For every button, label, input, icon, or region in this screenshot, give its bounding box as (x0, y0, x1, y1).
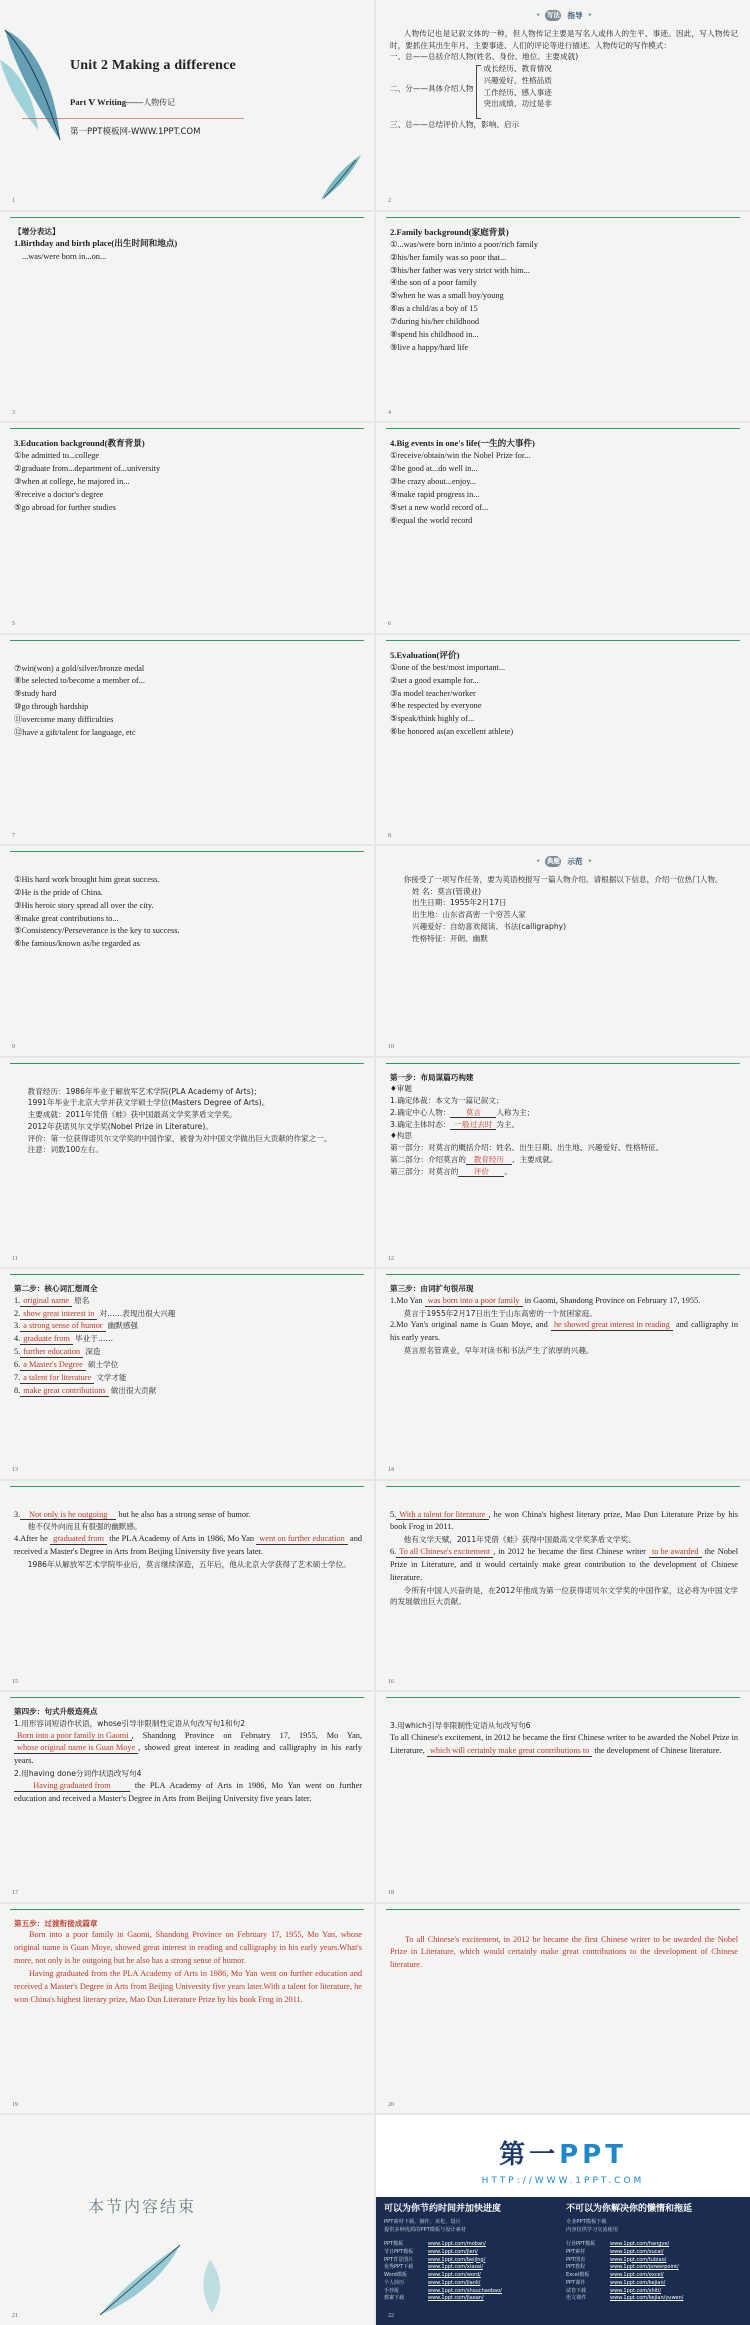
sentence: 4.After he graduated from the PLA Academy of Arts in 1986, Mo Yan went on further education and received a Master's Degree in Arts from Beijing University five years later. (14, 1534, 363, 1556)
phrase: ①receive/obtain/win the Nobel Prize for... (390, 451, 531, 461)
slide-8[interactable] (376, 635, 750, 845)
slide-9[interactable] (0, 846, 374, 1056)
sentence: 5. With a talent for literature , he won China's highest literary prize, Mao Dun Literature Prize by his book Frog in 2011. (390, 1509, 738, 1532)
section-badge: • 写法 指导 • (536, 11, 592, 20)
translation: 莫言原名管谟业，早年对读书和书法产生了浓厚的兴趣。 (403, 1346, 594, 1356)
phrase: ⑤speak/think highly of... (390, 714, 475, 724)
slide-number: 10 (388, 1044, 394, 1051)
phrase: ⑤Consistency/Perseverance is the key to success. (14, 926, 180, 936)
answer-blank[interactable]: 评价 (458, 1167, 504, 1177)
phrase: ⑤go abroad for further studies (14, 502, 116, 512)
sentence: 2.Mo Yan's original name is Guan Moye, and he showed great interest in reading and calligraphy in his early years. (390, 1320, 738, 1343)
feather-icon (316, 150, 366, 205)
phrase: ③when at college, he majored in... (14, 477, 130, 487)
link-row[interactable]: PPT背景图片 www.1ppt.com/beijing/ (384, 2256, 486, 2263)
right-heading: 不可以为你解决你的懒惰和拖延 (566, 2204, 693, 2214)
step-heading: 第二步：核心词汇想周全 (14, 1284, 98, 1293)
divider (22, 118, 244, 119)
part-title: Part Ⅴ Writing——人物传记 (70, 97, 176, 107)
slide-21[interactable] (0, 2115, 374, 2325)
phrase: ④receive a doctor's degree (14, 489, 104, 499)
vocab-item: 6. a Master's Degree 硕士学位 (14, 1360, 119, 1370)
info-line: 主要成就：2011年凭借《蛙》获中国最高文学奖茅盾文学奖。 (27, 1110, 237, 1120)
phrase: ⑧spend his childhood in... (390, 329, 479, 339)
sentence: Born into a poor family in Gaomi , Shandong Province on February 17, 1955, Mo Yan, whose original name is Guan Moye , showed great interest in reading and calligraphy in his early years. (14, 1730, 362, 1766)
slide-number: 15 (12, 1678, 18, 1685)
slide-number: 17 (12, 1890, 18, 1897)
structure-list: 二、分——具体介绍人物 成长经历、教育情况 兴趣爱好、性格品质 工作经历、感人事迹 突出成绩、功过是非 (390, 63, 738, 119)
site-credit: 第一PPT模板网-WWW.1PPT.COM (70, 127, 201, 137)
slide-22[interactable] (376, 2115, 750, 2325)
link-row[interactable]: Excel模板 www.1ppt.com/excel/ (566, 2272, 664, 2278)
feather-icon (0, 20, 70, 150)
info-band: 可以为你节约时间并加快进度 PPT素材下载、制作、美化、设计 提供多种优质的PPT模板与设计素材 不可以为你解决你的懒惰和拖延 专业PPT模板下载 内容仅供学习交流使用 PPT模板 www.1ppt.com/moban/ 节日PPT模板 www.1ppt.com/jieri/ PPT背景图片 www.1ppt.com/beijing/ 优秀PPT下载 www.1ppt.com/xiazai/ Word模板 www.1ppt.com/word/ 个人简历 www.1ppt.com/jianli/ 手抄报 www.1ppt.com/shouchaobao/ 教案下载 www.1ppt.com/jiaoan/ 行业PPT模板 www.1ppt.com/hangye/ PPT素材 www.1ppt.com/sucai/ PPT图表 www.1ppt.com/tubiao/ PPT教程 www.1ppt.com/powerpoint/ Excel模板 www.1ppt.com/excel/ PPT课件 www.1ppt.com/kejian/ 试卷下载 www.1ppt.com/shiti/ 语文课件 www.1ppt.com/kejian/yuwen/ (376, 2197, 750, 2325)
vocab-item: 8. make great contributions 做出很大贡献 (14, 1385, 157, 1395)
info-line: 评价：第一位获得诺贝尔文学奖的中国作家，被誉为对中国文学做出巨大贡献的作家之一。 (27, 1133, 332, 1143)
end-title: 本节内容结束 (88, 2197, 197, 2216)
section-tag: 【增分表达】 (14, 226, 60, 236)
slide-number: 3 (12, 409, 15, 416)
step-heading: 第一步：布局谋篇巧构建 (390, 1072, 474, 1082)
phrase: ④the son of a poor family (390, 278, 477, 288)
link-list-left (384, 2241, 556, 2303)
essay-paragraph: Born into a poor family in Gaomi, Shandong Province on February 17, 1955, Mo Yan, whose original name is Guan Moye, showed great interest in reading and calligraphy in his early years.What's more, not only is he outgoing but he also has a strong sense of humor. (14, 1930, 362, 1965)
slide-number: 22 (388, 2313, 394, 2320)
slide-number: 16 (388, 1678, 394, 1685)
slide-12[interactable]: 第一步：布局谋篇巧构建 ♦审题 1.确定体裁：本文为一篇记叙文； 2.确定中心人物： 莫言 人称为主； 3.确定主体时态： 一般过去时 为主。 ♦构思 第一部分：对莫言的概括介绍：姓名、出生日期、出生地、兴趣爱好、性格特征。 第二部分：介绍莫言的 教育经历 、主要成就。 第三部分：对莫言的 评价 。 12 (376, 1058, 750, 1268)
slide-number: 13 (12, 1467, 18, 1474)
vocab-item: 4. graduate from 毕业于…… (14, 1334, 114, 1344)
slide-19[interactable] (0, 1904, 374, 2114)
phrase: ⑤set a new world record of... (390, 502, 489, 512)
slide-14[interactable] (376, 1269, 750, 1479)
slide-20[interactable] (376, 1904, 750, 2114)
slide-number: 9 (12, 1044, 15, 1051)
essay-paragraph: Having graduated from the PLA Academy of Arts in 1986, Mo Yan went on further education and received a Master's Degree in Arts from Beijing University five years later.With a talent for literature, he won China's highest literary prize, Mao Dun Literature Prize by his book Frog in 2011. (14, 1968, 362, 2004)
sentence: To all Chinese's excitement, in 2012 he became the first Chinese writer to be awarded the Nobel Prize in Literature, which will certainly make great contributions to the development of Chinese literature. (390, 1732, 738, 1755)
brand-logo: 第一PPT (499, 2140, 627, 2170)
unit-title: Unit 2 Making a difference (70, 58, 236, 73)
link-list-right (566, 2241, 738, 2303)
phrase: ②be good at...do well in... (390, 464, 478, 474)
phrase: ⑥equal the world record (390, 515, 473, 525)
sentence: Having graduated from the PLA Academy of Arts in 1986, Mo Yan went on further education and received a Master's Degree in Arts from Beijing University five years later. (14, 1780, 362, 1803)
translation: 令所有中国人兴奋的是，在2012年他成为第一位获得诺贝尔文学奖的中国作家，这必将为中国文学的发展做出巨大贡献。 (390, 1585, 738, 1607)
phrase: ①be admitted to...college (14, 451, 100, 461)
info-line: 出生地：山东省高密一个穷苦人家 (412, 910, 526, 920)
translation: 1986年从解放军艺术学院毕业后，莫言继续深造，五年后，他从北京大学获得了艺术硕士学位。 (27, 1559, 351, 1569)
link-row[interactable]: PPT模板 www.1ppt.com/moban/ (384, 2241, 486, 2247)
badge-icon: 典题 (546, 857, 560, 866)
instruction: 1.用形容词短语作状语，whose引导非限制性定语从句改写句1和句2 (14, 1718, 246, 1728)
answer-blank[interactable]: 一般过去时 (450, 1120, 496, 1130)
link-row[interactable]: 语文课件 www.1ppt.com/kejian/yuwen/ (566, 2295, 684, 2302)
slide-number: 4 (388, 409, 391, 416)
info-line: 教育经历：1986年毕业于解放军艺术学院(PLA Academy of Arts)； (27, 1086, 262, 1096)
slide-17[interactable] (0, 1692, 374, 1902)
phrase: ①one of the best/most important... (390, 662, 506, 672)
slide-number: 2 (388, 198, 391, 205)
info-line: 兴趣爱好：自幼喜欢阅读、书法(calligraphy) (412, 921, 567, 931)
info-line: 2012年获诺贝尔文学奖(Nobel Prize in Literature)。 (27, 1121, 213, 1131)
slide-number: 12 (388, 1255, 394, 1262)
phrase: ⑨study hard (14, 689, 57, 699)
phrase: ⑥as a child/as a boy of 15 (390, 304, 478, 314)
slide-1[interactable] (0, 0, 374, 210)
slide-5[interactable] (0, 423, 374, 633)
slide-number: 8 (388, 832, 391, 839)
info-line: 出生日期：1955年2月17日 (412, 898, 507, 908)
link-row[interactable]: PPT课件 www.1ppt.com/kejian/ (566, 2279, 666, 2286)
phrase: ⑦during his/her childhood (390, 316, 480, 326)
slide-number: 6 (388, 621, 391, 628)
phrase: ⑩go through hardship (14, 702, 89, 712)
intro-text: 人物传记也是记叙文体的一种，但人物传记主要是写名人或伟人的生平、事迹。因此，写人物传记时，要抓住其出生年月、主要事迹、人们的评论等进行描述。人物传记的写作模式： (390, 28, 738, 50)
link-row[interactable]: 节日PPT模板 www.1ppt.com/jieri/ (384, 2248, 478, 2255)
step-heading: 第四步：句式升级造亮点 (14, 1707, 98, 1716)
link-row[interactable]: PPT教程 www.1ppt.com/powerpoint/ (566, 2264, 679, 2271)
section-heading: 1.Birthday and birth place(出生时间和地点) (14, 238, 178, 249)
phrase: ⑪overcome many difficulties (14, 714, 114, 724)
slide-3[interactable] (0, 212, 374, 422)
sentence: 6. To all Chinese's excitement , in 2012 he became the first Chinese writer to be awarded the Nobel Prize in Literature, and it would certainly make great contribution to the development of Chinese literature. (390, 1546, 738, 1582)
slide-number: 20 (388, 2101, 394, 2108)
link-row[interactable]: Word模板 www.1ppt.com/word/ (384, 2272, 481, 2278)
task-text: 你接受了一项写作任务，要为英语校报写一篇人物介绍。请根据以下信息，介绍一位热门人物。 (403, 874, 723, 884)
answer-blank[interactable]: 教育经历 (466, 1155, 512, 1165)
phrase: ⑦win(won) a gold/silver/bronze medal (14, 663, 145, 673)
phrase: ...was/were born in...on... (22, 251, 107, 261)
slide-18[interactable] (376, 1692, 750, 1902)
phrase: ⑥be honored as(an excellent athlete) (390, 727, 514, 737)
vocab-item: 3. a strong sense of humor 幽默感强 (14, 1321, 138, 1331)
phrase: ⑤when he was a small boy/young (390, 291, 504, 301)
slide-6[interactable] (376, 423, 750, 633)
vocab-item: 1. original name 原名 (14, 1295, 90, 1305)
sentence: 3. Not only is he outgoing but he also has a strong sense of humor. (14, 1509, 251, 1519)
phrase: ③His heroic story spread all over the city. (14, 900, 154, 910)
phrase: ②He is the pride of China. (14, 887, 104, 897)
link-row[interactable]: PPT素材 www.1ppt.com/sucai/ (566, 2248, 664, 2255)
info-line: 1991年毕业于北京大学并获文学硕士学位(Masters Degree of Arts)。 (27, 1098, 270, 1108)
slide-number: 21 (12, 2313, 18, 2320)
phrase: ①His hard work brought him great success. (14, 875, 160, 884)
slide-16[interactable] (376, 1481, 750, 1691)
section-heading: 2.Family background(家庭背景) (390, 226, 509, 237)
slide-number: 18 (388, 1890, 394, 1897)
vocab-item: 2. show great interest in 对……表现出很大兴趣 (14, 1308, 176, 1318)
phrase: ③a model teacher/worker (390, 688, 476, 698)
link-row[interactable]: 手抄报 www.1ppt.com/shouchaobao/ (384, 2287, 502, 2294)
phrase: ③be crazy about...enjoy... (390, 477, 477, 487)
brand-url[interactable]: HTTP://WWW.1PPT.COM (481, 2176, 645, 2187)
link-row[interactable]: 行业PPT模板 www.1ppt.com/hangye/ (566, 2241, 670, 2247)
phrase: ③his/her father was very strict with him... (390, 265, 530, 275)
link-row[interactable]: 试卷下载 www.1ppt.com/shiti/ (566, 2287, 662, 2294)
phrase: ②set a good example for... (390, 675, 479, 685)
link-row[interactable]: PPT图表 www.1ppt.com/tubiao/ (566, 2256, 667, 2263)
translation: 莫言于1955年2月17日出生于山东高密的一个贫困家庭。 (403, 1308, 597, 1318)
info-line: 注意：词数100左右。 (27, 1145, 103, 1155)
slide-number: 11 (12, 1255, 18, 1262)
left-heading: 可以为你节约时间并加快进度 (384, 2204, 502, 2214)
phrase: ⑫have a gift/talent for language, etc (14, 727, 136, 737)
slide-number: 19 (12, 2101, 18, 2108)
slide-number: 1 (12, 198, 15, 205)
phrase: ②his/her family was so poor that... (390, 252, 507, 262)
info-line: 姓 名：莫言(管谟业) (412, 886, 482, 896)
translation: 他不仅外向而且有很强的幽默感。 (27, 1522, 142, 1532)
badge-icon: 写法 (546, 11, 560, 20)
slide-7[interactable] (0, 635, 374, 845)
slide-4[interactable] (376, 212, 750, 422)
vocab-item: 7. a talent for literature 文学才能 (14, 1372, 127, 1382)
step-heading: 第三步：由词扩句很吊现 (390, 1284, 474, 1293)
slide-11[interactable] (0, 1058, 374, 1268)
instruction: 2.用having done分词作状语改写句4 (14, 1769, 142, 1779)
phrase: ④make great contributions to... (14, 913, 119, 923)
phrase: ⑥be famous/known as/be regarded as (14, 939, 140, 949)
slide-number: 5 (12, 621, 15, 628)
slide-10[interactable] (376, 846, 750, 1056)
answer-blank[interactable]: 莫言 (450, 1108, 496, 1118)
section-heading: 4.Big events in one's life(一生的大事件) (390, 438, 535, 448)
link-row[interactable]: 优秀PPT下载 www.1ppt.com/xiazai/ (384, 2264, 484, 2271)
feather-icon (95, 2235, 185, 2320)
section-badge: • 典题 示范 • (536, 857, 592, 866)
link-row[interactable]: 教案下载 www.1ppt.com/jiaoan/ (384, 2295, 484, 2302)
translation: 他有文学天赋，2011年凭借《蛙》获得中国最高文学奖茅盾文学奖。 (403, 1535, 636, 1545)
phrase: ②graduate from...department of...university (14, 464, 161, 474)
step-heading: 第五步：过渡衔接成篇章 (14, 1918, 98, 1928)
instruction: 3.用which引导非限制性定语从句改写句6 (390, 1721, 531, 1730)
slide-number: 7 (12, 832, 15, 839)
phrase: ①...was/were born in/into a poor/rich family (390, 239, 538, 249)
phrase: ⑨live a happy/hard life (390, 342, 469, 352)
essay-paragraph: To all Chinese's excitement, in 2012 he became the first Chinese writer to be awarded the Nobel Prize in Literature, which would certainly make great contributions to the development of Chinese literature. (390, 1934, 738, 1970)
phrase: ⑧be selected to/become a member of... (14, 676, 145, 686)
feather-icon (190, 2255, 230, 2315)
slide-13[interactable] (0, 1269, 374, 1479)
slide-number: 14 (388, 1467, 394, 1474)
section-heading: 5.Evaluation(评价) (390, 649, 460, 660)
info-line: 性格特征：开朗、幽默 (412, 933, 488, 943)
phrase: ④make rapid progress in... (390, 489, 480, 499)
slide-15[interactable] (0, 1481, 374, 1691)
phrase: ④be respected by everyone (390, 701, 482, 711)
link-row[interactable]: 个人简历 www.1ppt.com/jianli/ (384, 2279, 481, 2286)
slide-2[interactable]: • 写法 指导 • 人物传记也是记叙文体的一种，但人物传记主要是写名人或伟人的生平、事迹。因此，写人物传记时，要抓住其出生年月、主要事迹、人们的评论等进行描述。人物传记的写作模式： 一、总——总括介绍人物(姓名、身份、地位、主要成就) 二、分——具体介绍人物 成长经历、教育情况 兴趣爱好、性格品质 工作经历、感人事迹 突出成绩、功过是非 三、总——总结评价人物，影响、启示 2 (376, 0, 750, 210)
sentence: 1.Mo Yan was born into a poor family in Gaomi, Shandong Province on February 17, 1955. (390, 1295, 701, 1305)
vocab-item: 5. further education 深造 (14, 1347, 101, 1357)
section-heading: 3.Education background(教育背景) (14, 438, 145, 448)
